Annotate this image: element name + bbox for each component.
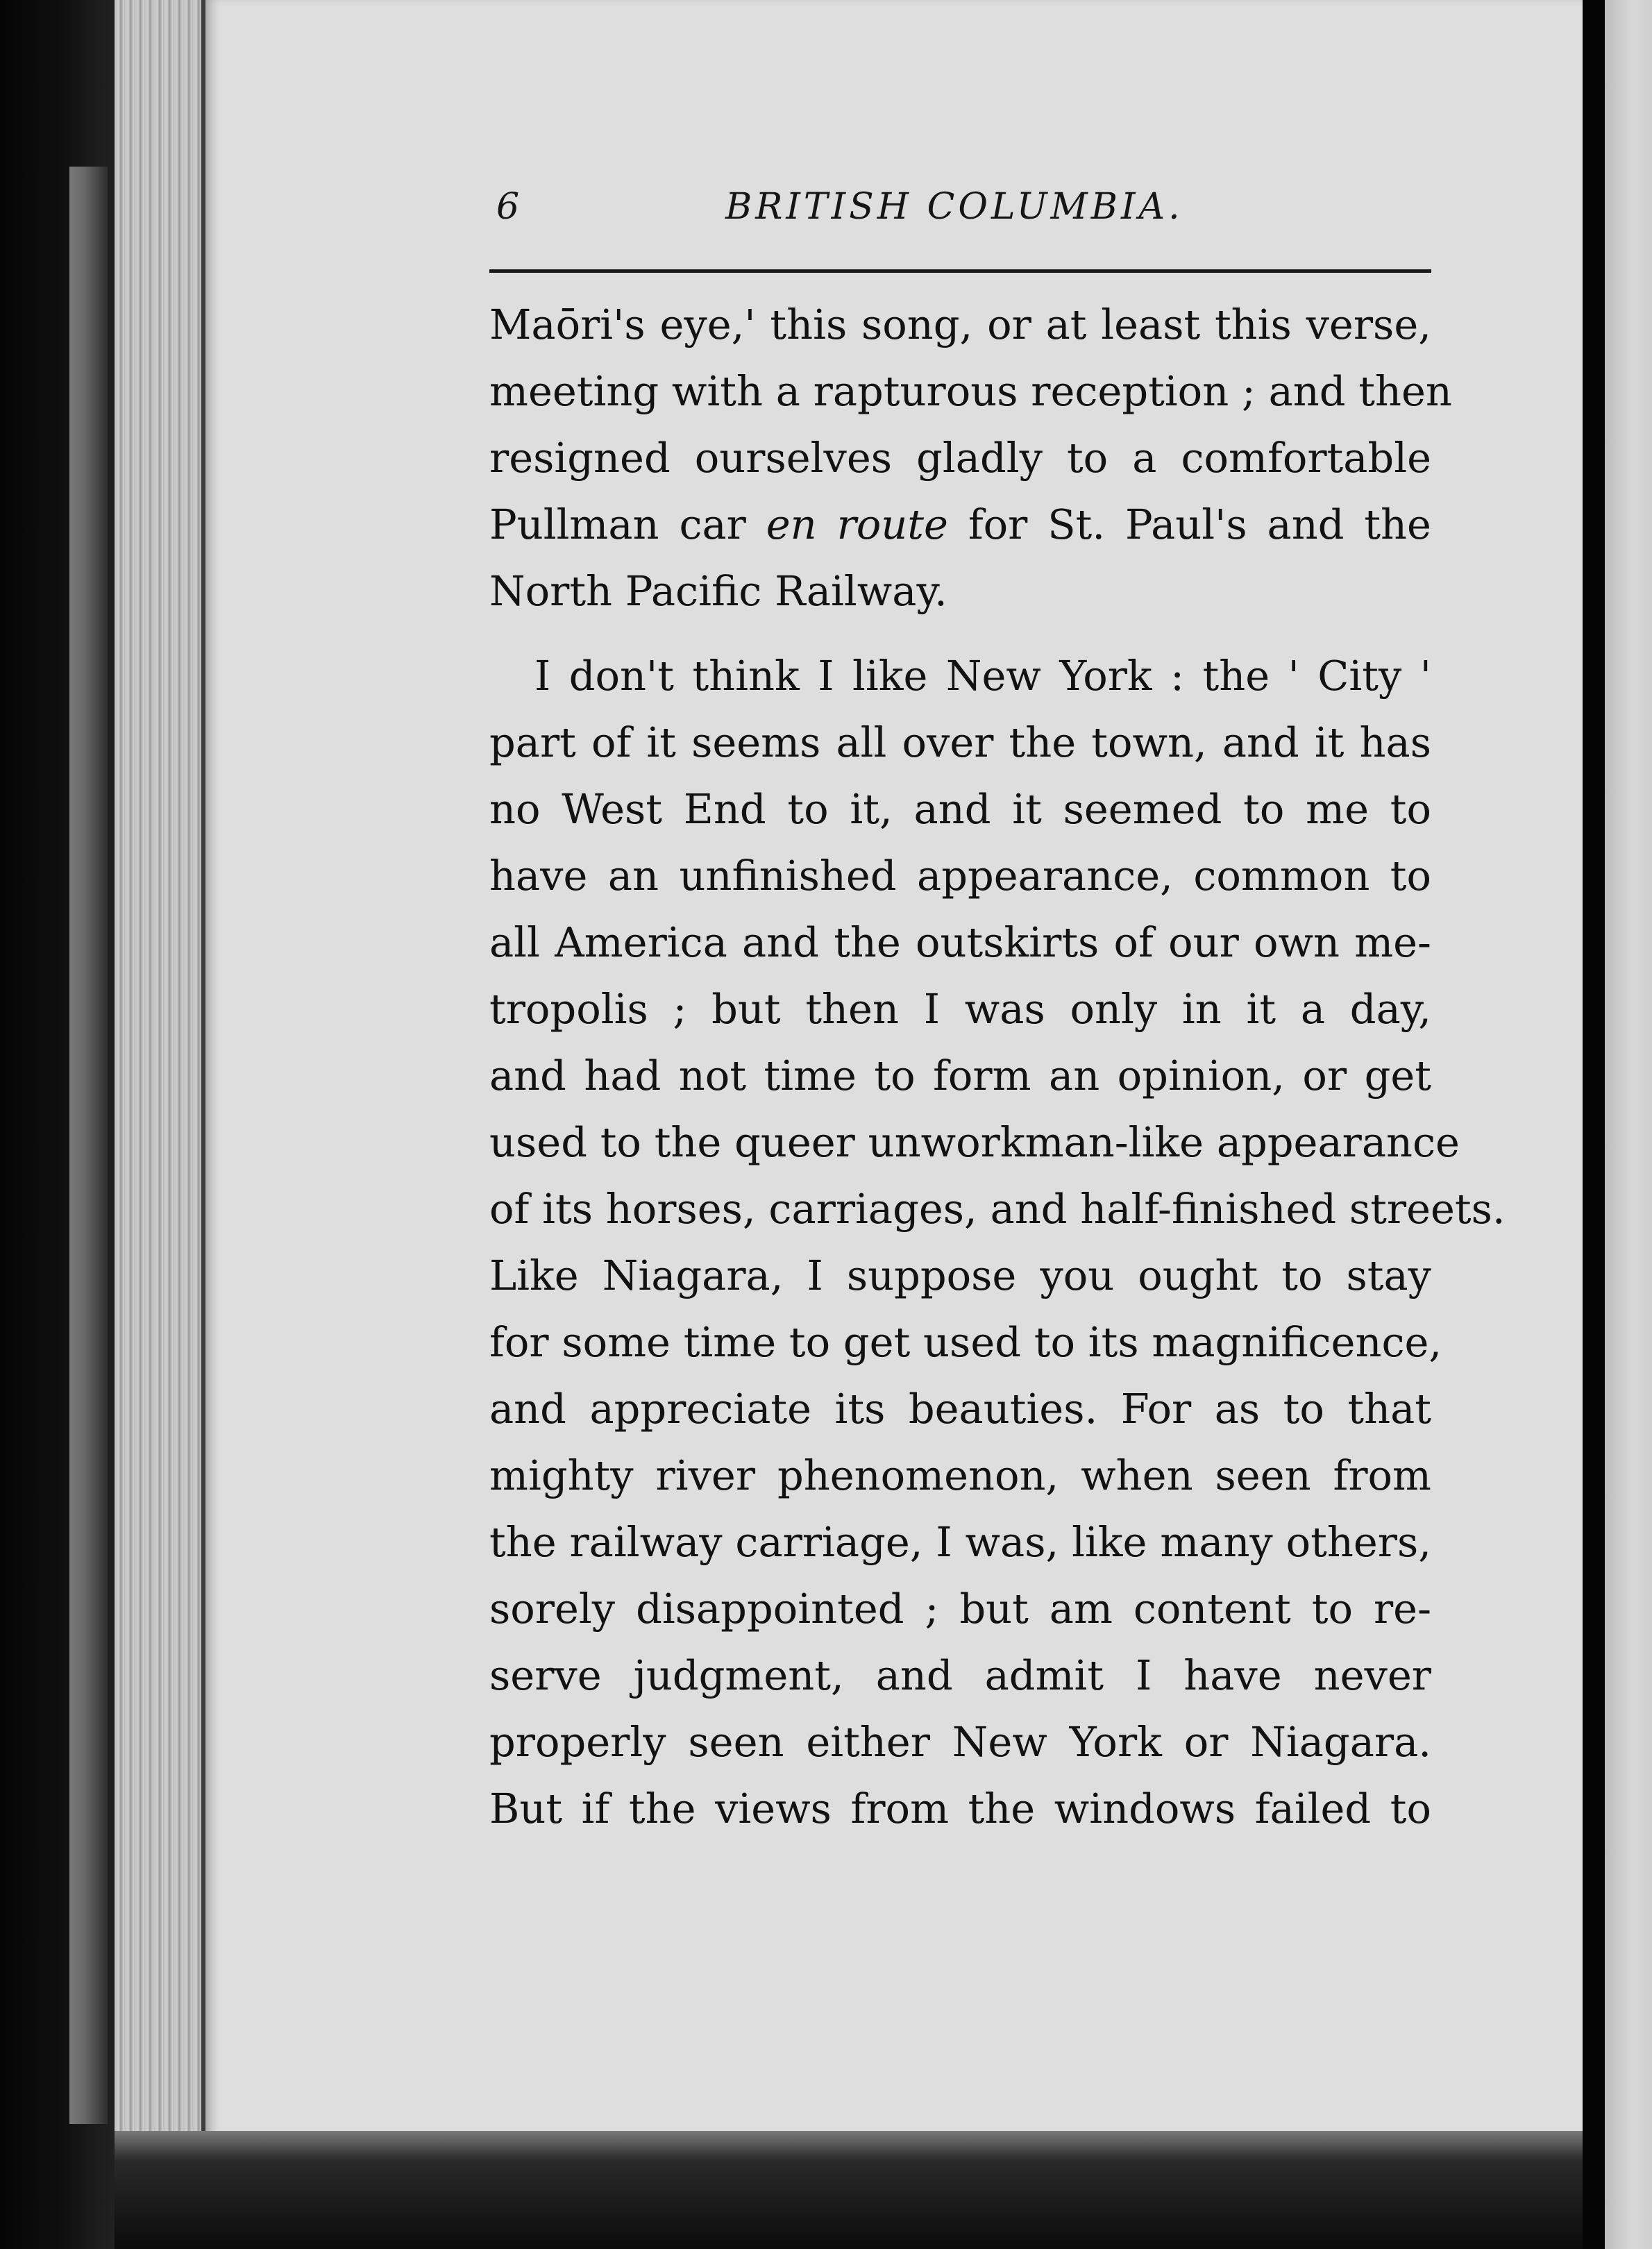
text-line: resigned ourselves gladly to a comfortable [489, 434, 1431, 482]
text-line: part of it seems all over the town, and it has [489, 718, 1431, 766]
running-head [496, 186, 1430, 235]
page-stack-edge [115, 0, 205, 2207]
text-line: meeting with a rapturous reception ; and then [489, 367, 1452, 415]
text-line: But if the views from the windows failed to [489, 1785, 1431, 1833]
text-run: for St. Paul's and the [947, 500, 1431, 548]
text-line: Like Niagara, I suppose you ought to stay [489, 1252, 1431, 1299]
text-line: for some time to get used to its magnificence, [489, 1318, 1442, 1366]
text-line: the railway carriage, I was, like many others, [489, 1518, 1431, 1566]
text-line: used to the queer unworkman-like appearance [489, 1118, 1460, 1166]
body-text [489, 292, 1506, 1842]
page-number: 6 [496, 186, 520, 228]
text-line: and had not time to form an opinion, or get [489, 1052, 1431, 1100]
text-line: Maōri's eye,' this song, or at least this verse, [489, 301, 1431, 348]
next-page-edge [1605, 0, 1652, 2249]
text-line: tropolis ; but then I was only in it a day, [489, 985, 1431, 1033]
binding-shadow [69, 167, 108, 2124]
paragraph-1 [489, 292, 1452, 625]
text-line: North Pacific Railway. [489, 567, 947, 615]
text-line: of its horses, carriages, and half-finished streets. [489, 1185, 1506, 1233]
scan-right-gutter [1583, 0, 1605, 2249]
text-line: no West End to it, and it seemed to me to [489, 785, 1431, 833]
italic-phrase: en route [766, 500, 948, 548]
text-run: Pullman car [489, 500, 766, 548]
text-line: and appreciate its beauties. For as to that [489, 1385, 1431, 1433]
text-line: sorely disappointed ; but am content to re- [489, 1585, 1431, 1633]
paragraph-gap [489, 625, 1431, 643]
text-line: mighty river phenomenon, when seen from [489, 1451, 1431, 1499]
text-line: have an unfinished appearance, common to [489, 852, 1431, 900]
text-line: all America and the outskirts of our own me- [489, 918, 1431, 966]
text-line: properly seen either New York or Niagara. [489, 1718, 1431, 1766]
running-title: BRITISH COLUMBIA. [725, 186, 1183, 228]
header-rule [489, 269, 1431, 273]
text-line: serve judgment, and admit I have never [489, 1651, 1431, 1699]
paragraph-2 [489, 643, 1506, 1842]
text-line [489, 491, 1431, 558]
scan-bottom-edge [115, 2131, 1596, 2249]
text-line: I don't think I like New York : the ' City ' [534, 652, 1431, 700]
